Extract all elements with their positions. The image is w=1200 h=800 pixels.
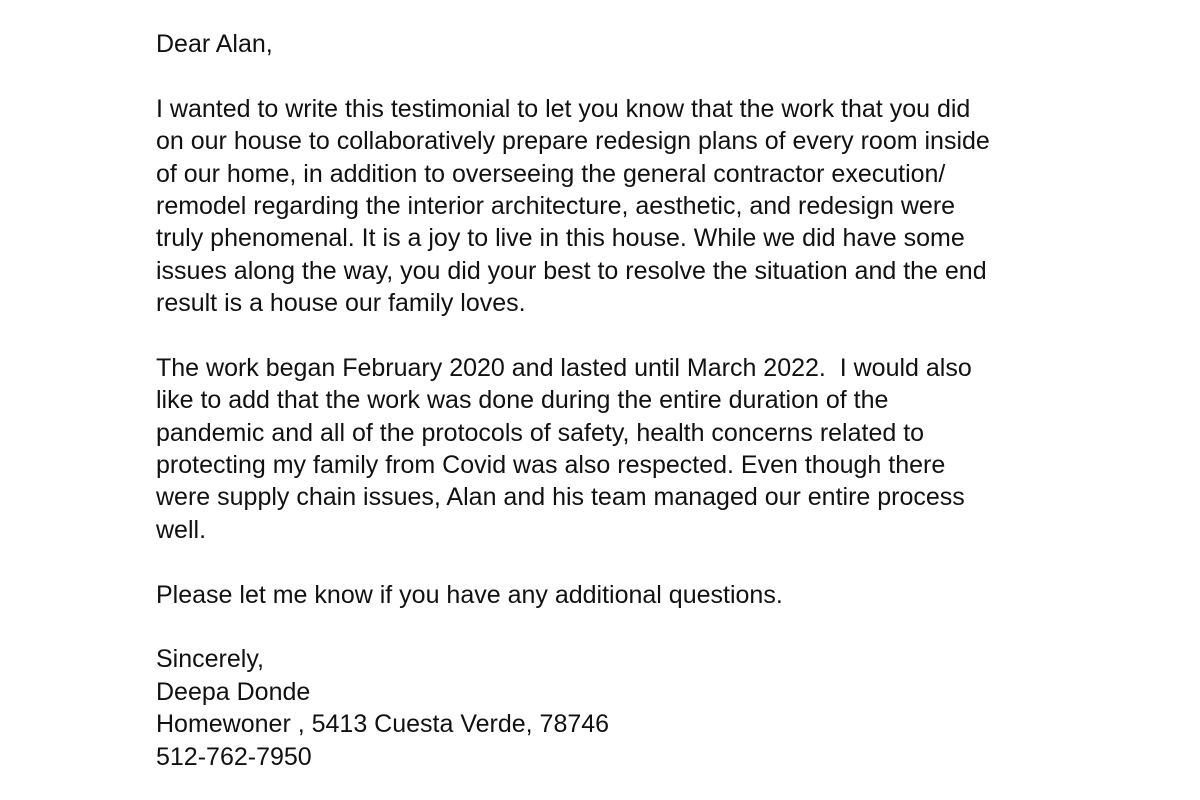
signature-block <box>156 643 1176 773</box>
signer-name: Deepa Donde <box>156 677 311 706</box>
paragraph-line: of our home, in addition to overseeing the general contractor execution/ <box>156 159 946 188</box>
paragraph-line: were supply chain issues, Alan and his team managed our entire process <box>156 483 965 512</box>
signer-address: Homewoner , 5413 Cuesta Verde, 78746 <box>156 710 610 739</box>
paragraph-spacer <box>156 60 1176 92</box>
paragraph-line: Please let me know if you have any additional questions. <box>156 580 783 609</box>
closing: Sincerely, <box>156 645 264 674</box>
paragraph-line: protecting my family from Covid was also respected. Even though there <box>156 451 946 480</box>
salutation: Dear Alan, <box>156 30 273 58</box>
paragraph-line: truly phenomenal. It is a joy to live in this house. While we did have some <box>156 224 965 253</box>
paragraph-spacer <box>156 320 1176 352</box>
paragraph-2 <box>156 352 1176 546</box>
testimonial-letter <box>156 28 1176 773</box>
paragraph-spacer <box>156 611 1176 643</box>
paragraph-line: on our house to collaboratively prepare redesign plans of every room inside <box>156 127 990 156</box>
paragraph-line: issues along the way, you did your best to resolve the situation and the end <box>156 256 987 285</box>
paragraph-spacer <box>156 546 1176 578</box>
paragraph-line: pandemic and all of the protocols of safety, health concerns related to <box>156 418 925 447</box>
paragraph-1 <box>156 93 1176 320</box>
paragraph-line: The work began February 2020 and lasted until March 2022. I would also <box>156 353 972 382</box>
signer-phone: 512-762-7950 <box>156 742 312 771</box>
paragraph-line: well. <box>156 515 207 544</box>
paragraph-line: like to add that the work was done during the entire duration of the <box>156 386 889 415</box>
paragraph-line: result is a house our family loves. <box>156 289 526 318</box>
paragraph-line: I wanted to write this testimonial to let you know that the work that you did <box>156 94 971 123</box>
paragraph-3 <box>156 579 1176 611</box>
paragraph-line: remodel regarding the interior architecture, aesthetic, and redesign were <box>156 191 956 220</box>
